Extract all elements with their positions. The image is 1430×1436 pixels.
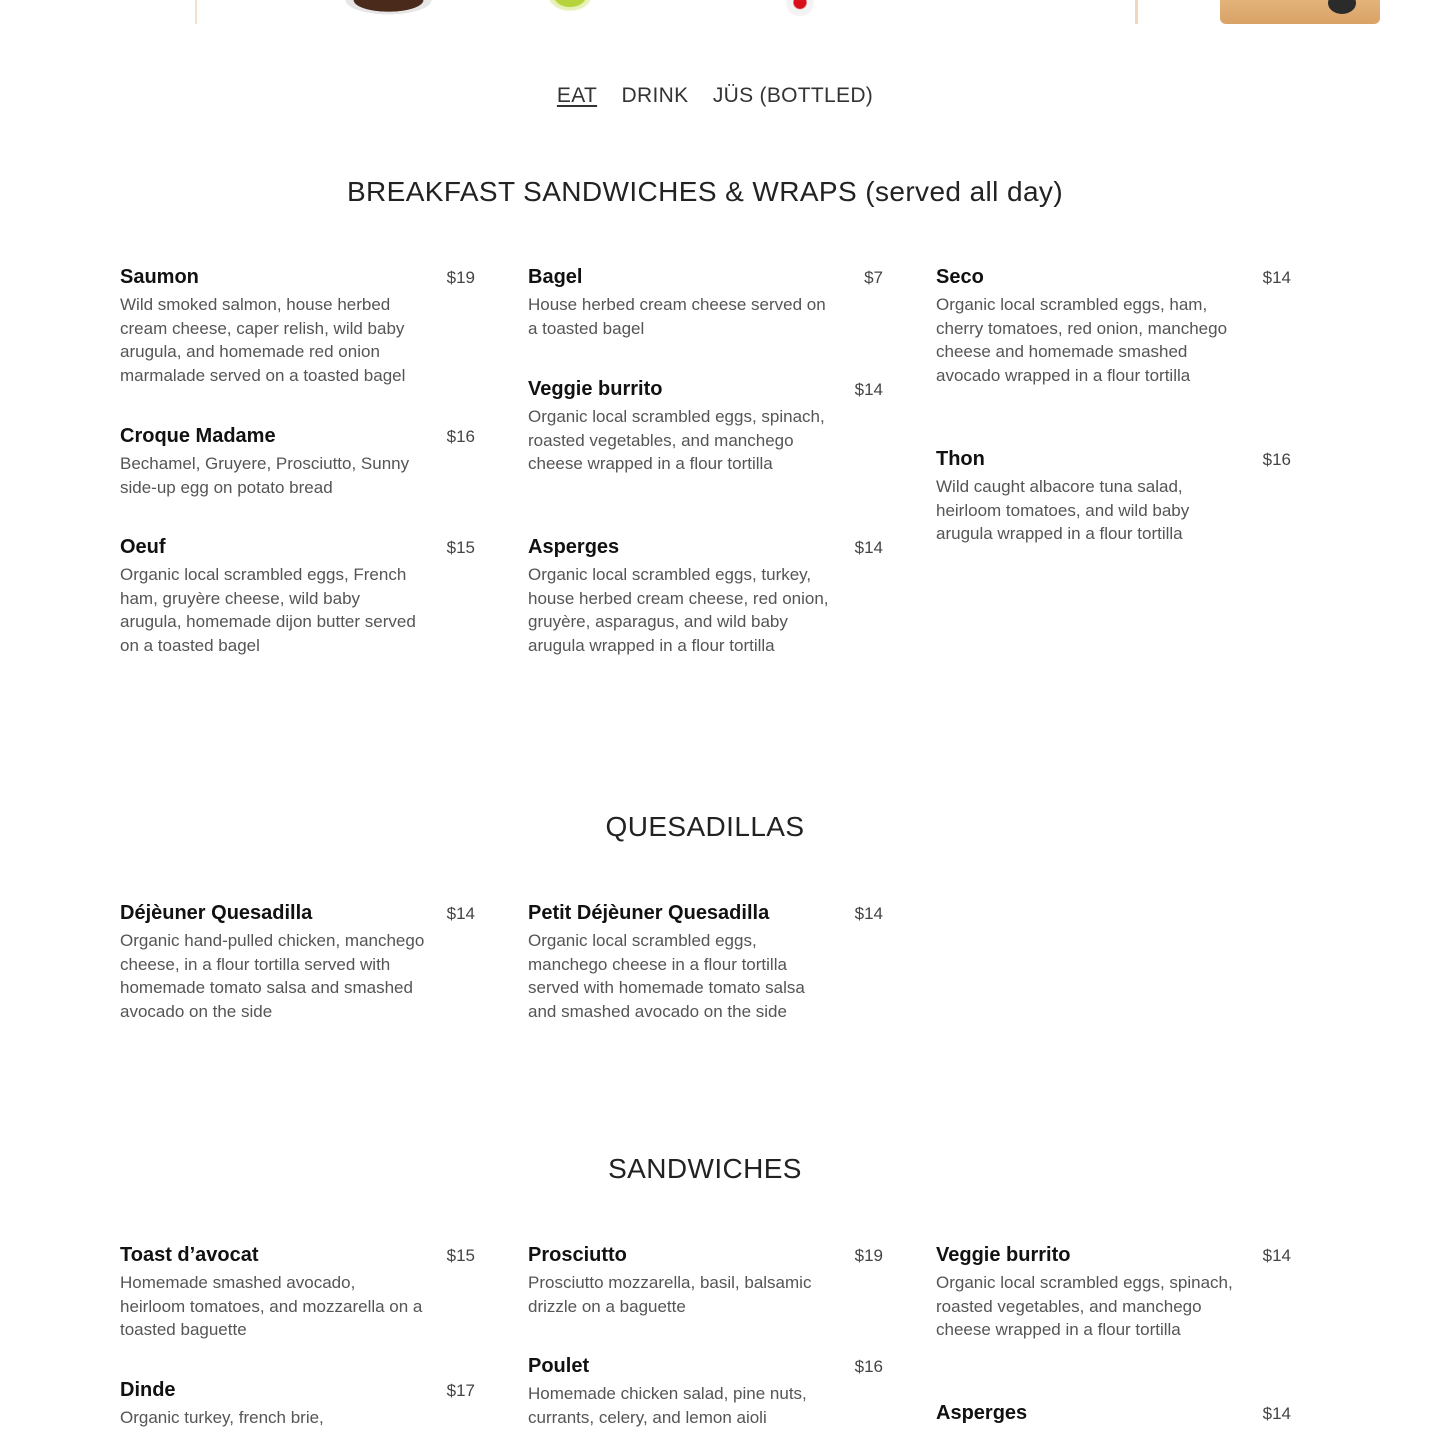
- menu-item: [936, 1244, 1291, 1342]
- menu-item: [528, 1355, 883, 1429]
- item-description: Prosciutto mozzarella, basil, balsamic drizzle on a baguette: [528, 1273, 812, 1316]
- menu-item: [120, 266, 475, 387]
- item-description: House herbed cream cheese served on a toasted bagel: [528, 295, 826, 338]
- menu-item: [936, 1402, 1291, 1429]
- item-name: Petit Déjèuner Quesadilla: [528, 902, 770, 924]
- item-price: $14: [854, 380, 883, 399]
- item-name: Prosciutto: [528, 1244, 627, 1266]
- item-description: Wild caught albacore tuna salad, heirloom tomatoes, and wild baby arugula wrapped in a flour tortilla: [936, 477, 1190, 543]
- food-photo: [530, 0, 610, 24]
- menu-item: [120, 902, 475, 1023]
- item-name: Oeuf: [120, 536, 166, 558]
- menu-tabs: [0, 84, 1430, 108]
- item-description: Bechamel, Gruyere, Prosciutto, Sunny side-up egg on potato bread: [120, 454, 410, 497]
- item-price: $16: [1262, 450, 1291, 469]
- tab-jus-bottled[interactable]: JÜS (BOTTLED): [712, 84, 874, 107]
- item-name: Asperges: [528, 536, 620, 558]
- food-photo: [195, 0, 197, 24]
- menu-item: [528, 266, 883, 340]
- item-name: Veggie burrito: [528, 378, 663, 400]
- menu-item: [936, 266, 1291, 387]
- item-price: $14: [854, 538, 883, 557]
- section-title-sandwiches: SANDWICHES: [608, 1153, 802, 1184]
- item-price: $14: [1262, 268, 1291, 287]
- item-price: $16: [854, 1357, 883, 1376]
- item-price: $15: [446, 538, 475, 557]
- section-title-quesadillas: QUESADILLAS: [605, 811, 805, 842]
- item-description: Organic turkey, french brie,: [120, 1408, 324, 1427]
- tab-eat[interactable]: EAT: [556, 84, 598, 107]
- item-description: Organic local scrambled eggs, spinach, roasted vegetables, and manchego cheese wrapped in a flour tortilla: [936, 1273, 1233, 1339]
- item-price: $19: [446, 268, 475, 287]
- item-name: Thon: [936, 448, 985, 470]
- food-photo: [1135, 0, 1138, 24]
- menu-item: [528, 536, 883, 657]
- item-description: Homemade smashed avocado, heirloom tomatoes, and mozzarella on a toasted baguette: [120, 1273, 423, 1339]
- item-price: $17: [446, 1381, 475, 1400]
- item-description: Organic local scrambled eggs, spinach, roasted vegetables, and manchego cheese wrapped in a flour tortilla: [528, 407, 825, 473]
- item-name: Saumon: [120, 266, 199, 288]
- item-price: $15: [446, 1246, 475, 1265]
- section-title-breakfast: BREAKFAST SANDWICHES & WRAPS (served all day): [346, 176, 1064, 207]
- item-description: Organic local scrambled eggs, turkey, house herbed cream cheese, red onion, gruyère, asparagus, and wild baby arugula wrapped in a flour tortilla: [528, 565, 829, 655]
- item-description: Organic local scrambled eggs, French ham, gruyère cheese, wild baby arugula, homemade dijon butter served on a toasted bagel: [120, 565, 416, 655]
- item-name: Croque Madame: [120, 425, 276, 447]
- item-price: $16: [446, 427, 475, 446]
- item-price: $14: [1262, 1404, 1291, 1423]
- food-photo: [330, 0, 460, 24]
- menu-item: [528, 378, 883, 476]
- item-name: Poulet: [528, 1355, 590, 1377]
- menu-item: [120, 536, 475, 657]
- menu-item: [936, 448, 1291, 546]
- item-name: Seco: [936, 266, 984, 288]
- menu-item: [120, 1379, 475, 1430]
- item-description: Organic local scrambled eggs, ham, cherry tomatoes, red onion, manchego cheese and homemade smashed avocado wrapped in a flour tortilla: [936, 295, 1228, 385]
- item-description: Wild smoked salmon, house herbed cream cheese, caper relish, wild baby arugula, and homemade red onion marmalade served on a toasted bagel: [120, 295, 406, 385]
- tab-drink[interactable]: DRINK: [621, 84, 689, 107]
- menu-item: [120, 425, 475, 499]
- item-price: $14: [854, 904, 883, 923]
- item-price: $14: [1262, 1246, 1291, 1265]
- item-name: Dinde: [120, 1379, 176, 1401]
- item-name: Asperges: [936, 1402, 1028, 1424]
- item-description: Organic local scrambled eggs, manchego cheese in a flour tortilla served with homemade tomato salsa and smashed avocado on the side: [528, 931, 805, 1021]
- item-name: Veggie burrito: [936, 1244, 1071, 1266]
- item-price: $14: [446, 904, 475, 923]
- food-photo: [775, 0, 825, 24]
- item-name: Toast d’avocat: [120, 1244, 259, 1266]
- item-name: Bagel: [528, 266, 583, 288]
- item-price: $7: [864, 268, 883, 287]
- item-description: Homemade chicken salad, pine nuts, currants, celery, and lemon aioli: [528, 1384, 807, 1427]
- menu-item: [528, 902, 883, 1023]
- menu-item: [528, 1244, 883, 1318]
- item-price: $19: [854, 1246, 883, 1265]
- item-description: Organic hand-pulled chicken, manchego cheese, in a flour tortilla served with homemade tomato salsa and smashed avocado on the side: [120, 931, 425, 1021]
- menu-item: [120, 1244, 475, 1342]
- food-photo: [1220, 0, 1380, 24]
- hero-image-strip: [0, 0, 1430, 24]
- item-name: Déjèuner Quesadilla: [120, 902, 313, 924]
